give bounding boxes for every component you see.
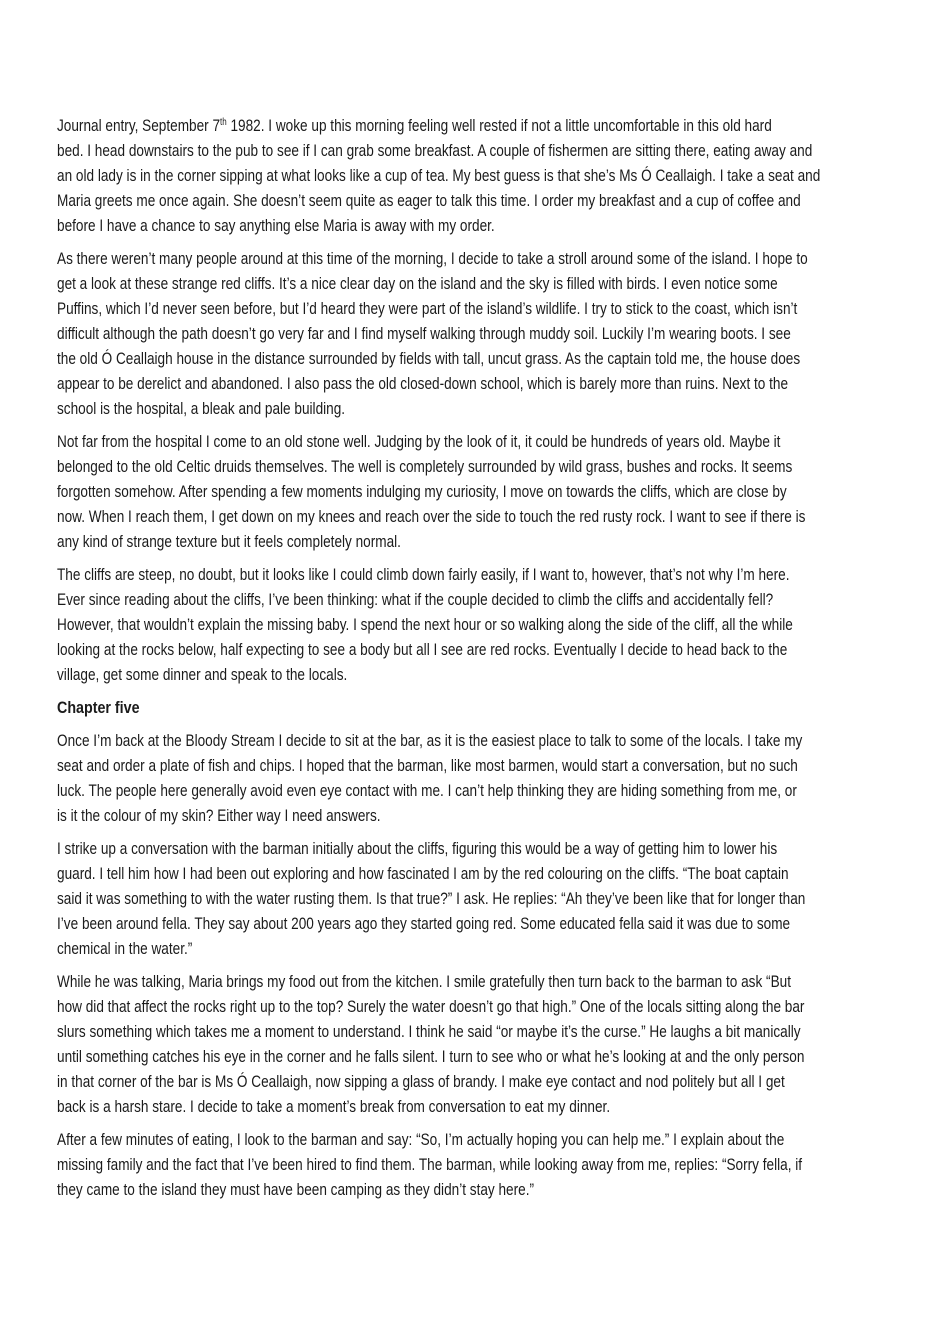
text-line: Ever since reading about the cliffs, I’ve been thinking: what if the couple decided to climb the cliffs and accidentally fell?: [57, 590, 774, 609]
text-line: I strike up a conversation with the barman initially about the cliffs, figuring this would be a way of getting him to lower his: [57, 839, 778, 858]
text-line: school is the hospital, a bleak and pale building.: [57, 399, 346, 418]
text-line: [57, 113, 772, 138]
text-line: they came to the island they must have been camping as they didn’t stay here.”: [57, 1180, 535, 1199]
text-line: luck. The people here generally avoid even eye contact with me. I can’t help thinking they are hiding something from me, or: [57, 781, 797, 800]
paragraph: [57, 728, 897, 828]
text-line: looking at the rocks below, half expecting to see a body but all I see are red rocks. Eventually I decide to head back to the: [57, 640, 788, 659]
text-line: slurs something which takes me a moment to understand. I think he said “or maybe it’s the curse.” He laughs a bit manically: [57, 1022, 801, 1041]
document-page: [57, 113, 897, 1210]
text-line: missing family and the fact that I’ve been hired to find them. The barman, while looking away from me, replies: “Sorry fella, if: [57, 1155, 803, 1174]
paragraph: [57, 836, 897, 961]
paragraph-journal-entry: [57, 113, 897, 238]
line-text: 1982. I woke up this morning feeling well rested if not a little uncomfortable in this old hard: [226, 116, 772, 135]
text-line: The cliffs are steep, no doubt, but it looks like I could climb down fairly easily, if I want to, however, that’s not why I’m here.: [57, 565, 790, 584]
text-line: any kind of strange texture but it feels completely normal.: [57, 532, 401, 551]
ordinal-suffix: th: [220, 117, 227, 128]
chapter-heading: Chapter five: [57, 698, 140, 717]
text-line: the old Ó Ceallaigh house in the distance surrounded by fields with tall, uncut grass. As the captain told me, the house does: [57, 349, 801, 368]
text-line: As there weren’t many people around at this time of the morning, I decide to take a stroll around some of the island. I hope to: [57, 249, 808, 268]
paragraph: [57, 969, 897, 1119]
text-line: village, get some dinner and speak to the locals.: [57, 665, 348, 684]
paragraph: [57, 562, 897, 687]
text-line: After a few minutes of eating, I look to the barman and say: “So, I’m actually hoping you can help me.” I explain about the: [57, 1130, 785, 1149]
text-line: get a look at these strange red cliffs. It’s a nice clear day on the island and the sky is filled with birds. I even notice some: [57, 274, 778, 293]
paragraph: [57, 429, 897, 554]
text-line: said it was something to with the water rusting them. Is that true?” I ask. He replies: “Ah they’ve been like that for longer than: [57, 889, 806, 908]
paragraph: [57, 246, 897, 421]
text-line: Maria greets me once again. She doesn’t seem quite as eager to talk this time. I order my breakfast and a cup of coffee and: [57, 191, 801, 210]
text-line: Once I’m back at the Bloody Stream I decide to sit at the bar, as it is the easiest place to talk to some of the locals. I take my: [57, 731, 803, 750]
text-line: However, that wouldn’t explain the missing baby. I spend the next hour or so walking along the side of the cliff, all the while: [57, 615, 793, 634]
text-line: seat and order a plate of fish and chips. I hoped that the barman, like most barmen, would start a conversation, but no such: [57, 756, 798, 775]
text-line: is it the colour of my skin? Either way I need answers.: [57, 806, 381, 825]
line-text: Journal entry, September 7: [57, 116, 221, 135]
text-line: I’ve been around fella. They say about 200 years ago they started going red. Some educated fella said it was due to some: [57, 914, 791, 933]
text-line: Puffins, which I’d never seen before, but I’d heard they were part of the island’s wildlife. I try to stick to the coast, which isn’t: [57, 299, 798, 318]
text-line: While he was talking, Maria brings my food out from the kitchen. I smile gratefully then turn back to the barman to ask “But: [57, 972, 791, 991]
text-line: belonged to the old Celtic druids themselves. The well is completely surrounded by wild grass, bushes and rocks. It seems: [57, 457, 793, 476]
text-line: guard. I tell him how I had been out exploring and how fascinated I am by the red colouring on the cliffs. “The boat captain: [57, 864, 789, 883]
text-line: until something catches his eye in the corner and he falls silent. I turn to see who or what he’s looking at and the only person: [57, 1047, 805, 1066]
text-line: in that corner of the bar is Ms Ó Ceallaigh, now sipping a glass of brandy. I make eye contact and nod politely but all I get: [57, 1072, 785, 1091]
text-line: difficult although the path doesn’t go very far and I find myself walking through muddy soil. Luckily I’m wearing boots. I see: [57, 324, 791, 343]
text-line: Not far from the hospital I come to an old stone well. Judging by the look of it, it could be hundreds of years old. Maybe it: [57, 432, 781, 451]
text-line: forgotten somehow. After spending a few moments indulging my curiosity, I move on towards the cliffs, which are close by: [57, 482, 787, 501]
text-line: how did that affect the rocks right up to the top? Surely the water doesn’t go that high.” One of the locals sitting along the bar: [57, 997, 805, 1016]
text-line: now. When I reach them, I get down on my knees and reach over the side to touch the red rusty rock. I want to see if there is: [57, 507, 806, 526]
text-line: appear to be derelict and abandoned. I also pass the old closed-down school, which is barely more than ruins. Next to the: [57, 374, 789, 393]
text-line: bed. I head downstairs to the pub to see if I can grab some breakfast. A couple of fishermen are sitting there, eating away and: [57, 141, 813, 160]
text-line: an old lady is in the corner sipping at what looks like a cup of tea. My best guess is that she’s Ms Ó Ceallaigh. I take a seat and: [57, 166, 821, 185]
paragraph: [57, 1127, 897, 1202]
text-line: back is a harsh stare. I decide to take a moment’s break from conversation to eat my dinner.: [57, 1097, 611, 1116]
text-line: chemical in the water.”: [57, 939, 193, 958]
text-line: before I have a chance to say anything else Maria is away with my order.: [57, 216, 495, 235]
